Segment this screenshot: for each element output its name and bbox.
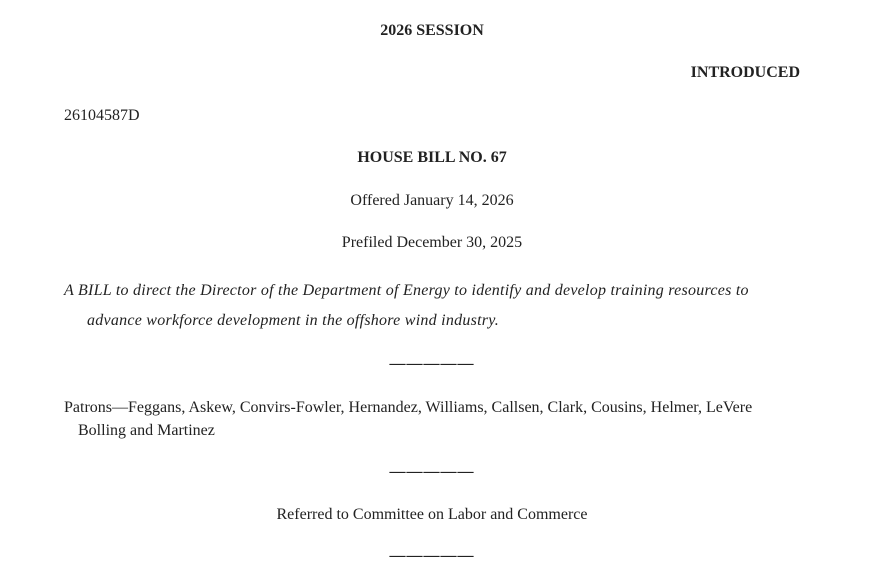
bill-title <box>64 276 810 336</box>
offered-date: Offered January 14, 2026 <box>350 192 514 209</box>
document-number: 26104587D <box>64 107 140 124</box>
bill-number: HOUSE BILL NO. 67 <box>357 149 507 166</box>
separator-3: ————— <box>389 547 475 564</box>
separator-2: ————— <box>389 463 475 480</box>
bill-title-line-1: A BILL to direct the Director of the Department of Energy to identify and develop training resources to <box>64 282 749 299</box>
separator-1: ————— <box>389 355 475 372</box>
status-label: INTRODUCED <box>690 64 800 81</box>
session-heading: 2026 SESSION <box>380 22 484 39</box>
patrons <box>64 396 824 442</box>
patrons-line-1: Patrons—Feggans, Askew, Convirs-Fowler, Hernandez, Williams, Callsen, Clark, Cousins, Helmer, LeVere <box>64 399 753 416</box>
committee-referral: Referred to Committee on Labor and Commerce <box>276 506 588 523</box>
bill-title-line-2: advance workforce development in the offshore wind industry. <box>87 312 499 329</box>
patrons-line-2: Bolling and Martinez <box>78 422 215 439</box>
prefiled-date: Prefiled December 30, 2025 <box>341 234 523 251</box>
